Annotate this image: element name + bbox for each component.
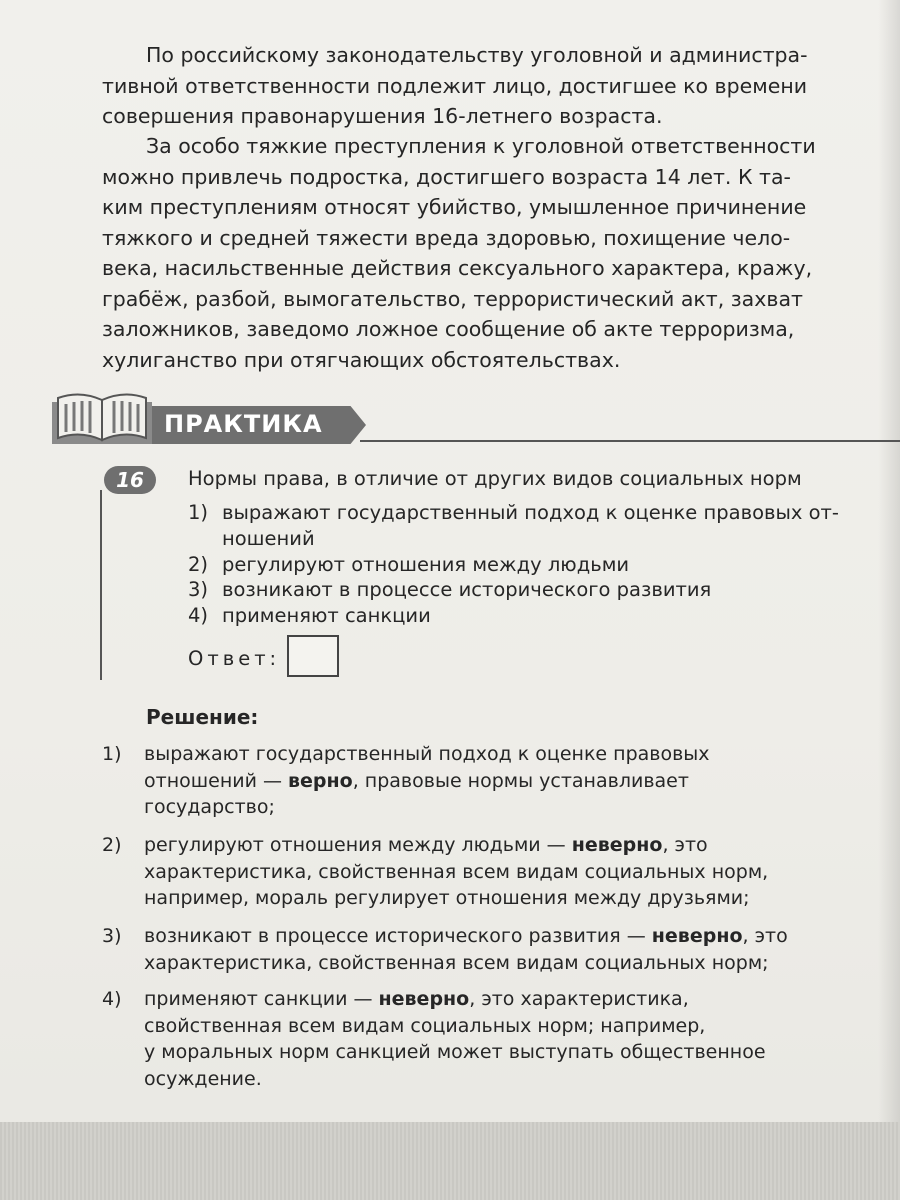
intro-paragraph-2 [102, 131, 872, 375]
page-edge-shadow [878, 0, 900, 1200]
solution-line: возникают в процессе исторического развития — [144, 925, 652, 947]
answer-input-box[interactable] [287, 635, 339, 677]
solution-line: характеристика, свойственная всем видам социальных норм, [144, 860, 769, 883]
option-text: регулируют отношения между людьми [222, 553, 630, 576]
text-line: ким преступлениям относят убийство, умышленное причинение [102, 195, 807, 219]
verdict-label: верно [288, 769, 353, 792]
solution-number: 1) [102, 743, 122, 765]
solution-line: , это характеристика, [469, 988, 689, 1010]
solution-line: регулируют отношения между людьми — [144, 834, 572, 856]
page-bottom-band [0, 1122, 900, 1200]
solution-line: характеристика, свойственная всем видам социальных норм; [144, 951, 769, 974]
option-text [222, 500, 868, 552]
book-icon [48, 388, 156, 444]
text-line: хулиганство при отягчающих обстоятельствах. [102, 347, 621, 372]
option-number: 4) [188, 604, 209, 627]
solution-text [144, 986, 842, 1092]
verdict-label: неверно [651, 925, 743, 947]
solution-text [144, 923, 842, 976]
text-line: можно привлечь подростка, достигшего возраста 14 лет. К та- [102, 164, 791, 189]
option-text: возникают в процессе исторического развития [222, 578, 712, 601]
solution-line: , это [662, 834, 708, 856]
section-divider [360, 440, 900, 442]
practice-banner [48, 388, 366, 444]
text-line: заложников, заведомо ложное сообщение об акте терроризма, [102, 317, 795, 341]
solution-line: выражают государственный подход к оценке правовых [144, 743, 710, 765]
solution-line: у моральных норм санкцией может выступать общественное [144, 1041, 766, 1063]
verdict-label: неверно [378, 988, 470, 1010]
verdict-label: неверно [571, 834, 663, 856]
solution-title: Решение: [146, 705, 259, 729]
option-number: 3) [188, 578, 209, 601]
solution-text [144, 832, 842, 912]
text-line: За особо тяжкие преступления к уголовной ответственности [146, 134, 816, 158]
solution-line: , правовые нормы устанавливает [352, 769, 689, 792]
solution-text [144, 741, 842, 821]
text-line: совершения правонарушения 16-летнего возраста. [102, 104, 663, 128]
solution-line: применяют санкции — [144, 988, 379, 1010]
solution-line: например, мораль регулирует отношения между друзьями; [144, 887, 750, 909]
text-line: тивной ответственности подлежит лицо, достигшее ко времени [102, 73, 808, 98]
text-line: По российскому законодательству уголовной и администра- [146, 43, 808, 67]
text-line: грабёж, разбой, вымогательство, террористический акт, захват [102, 286, 803, 311]
solution-line: осуждение. [144, 1067, 262, 1090]
solution-line: свойственная всем видам социальных норм; например, [144, 1014, 706, 1037]
answer-label: Ответ: [188, 647, 281, 670]
intro-paragraph-1 [102, 40, 872, 132]
option-number: 1) [188, 501, 209, 524]
solution-line: , это [742, 925, 788, 947]
option-text-line: ношений [222, 527, 315, 550]
solution-line: государство; [144, 796, 275, 818]
question-number-badge: 16 [104, 466, 156, 494]
solution-number: 3) [102, 925, 122, 947]
question-text: Нормы права, в отличие от других видов социальных норм [188, 467, 802, 490]
option-text: применяют санкции [222, 604, 431, 627]
text-line: века, насильственные действия сексуального характера, кражу, [102, 256, 813, 280]
banner-title: ПРАКТИКА [164, 410, 323, 438]
option-number: 2) [188, 553, 209, 576]
question-side-rule [100, 490, 102, 680]
solution-number: 4) [102, 988, 122, 1010]
solution-line: отношений — [144, 769, 289, 792]
solution-number: 2) [102, 834, 122, 856]
option-text-line: выражают государственный подход к оценке правовых от- [222, 501, 839, 524]
text-line: тяжкого и средней тяжести вреда здоровью, похищение чело- [102, 225, 791, 250]
